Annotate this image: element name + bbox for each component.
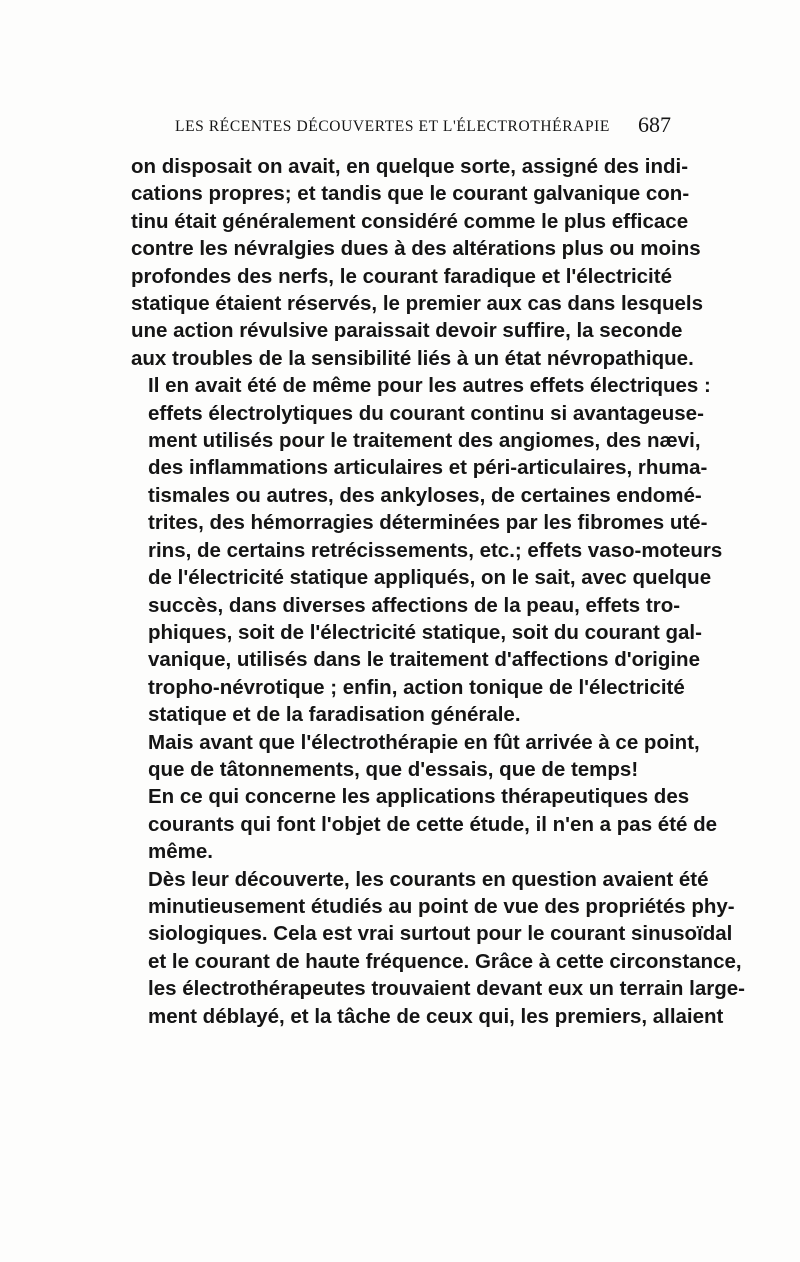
text-line: Dès leur découverte, les courants en question avaient été [148,867,709,891]
running-head [175,112,671,142]
text-line: statique étaient réservés, le premier aux cas dans lesquels [131,292,704,316]
paragraph [131,372,723,728]
text-line: statique et de la faradisation générale. [148,703,521,727]
text-line: des inflammations articulaires et péri-articulaires, rhuma- [148,456,708,480]
running-title: LES RÉCENTES DÉCOUVERTES ET L'ÉLECTROTHÉRAPIE [175,118,611,135]
text-line: En ce qui concerne les applications thérapeutiques des [148,785,690,809]
text-line: une action révulsive paraissait devoir suffire, la seconde [131,319,683,343]
body-text [131,153,745,1030]
text-line: les électrothérapeutes trouvaient devant eux un terrain large- [148,977,745,1001]
text-line: profondes des nerfs, le courant faradique et l'électricité [131,264,672,288]
text-line: effets électrolytiques du courant continu si avantageuse- [148,401,704,425]
text-line: aux troubles de la sensibilité liés à un état névropathique. [131,346,694,370]
paragraph [131,153,704,372]
text-line: ment utilisés pour le traitement des angiomes, des nævi, [148,429,701,453]
text-line: vanique, utilisés dans le traitement d'affections d'origine [148,648,700,672]
text-line: de l'électricité statique appliqués, on le sait, avec quelque [148,566,712,590]
text-line: siologiques. Cela est vrai surtout pour le courant sinusoïdal [148,922,733,946]
text-line: rins, de certains retrécissements, etc.; effets vaso-moteurs [148,538,723,562]
text-line: phiques, soit de l'électricité statique, soit du courant gal- [148,620,702,644]
text-line: tinu était généralement considéré comme le plus efficace [131,209,689,233]
text-line: minutieusement étudiés au point de vue des propriétés phy- [148,894,735,918]
text-line: que de tâtonnements, que d'essais, que de temps! [148,757,639,781]
text-line: Il en avait été de même pour les autres effets électriques : [148,374,711,398]
text-line: courants qui font l'objet de cette étude, il n'en a pas été de [148,812,718,836]
text-line: Mais avant que l'électrothérapie en fût arrivée à ce point, [148,730,700,754]
page-number: 687 [638,112,671,137]
text-line: tropho-névrotique ; enfin, action tonique de l'électricité [148,675,685,699]
text-line: on disposait on avait, en quelque sorte, assigné des indi- [131,155,689,178]
paragraph [131,729,700,784]
text-line: succès, dans diverses affections de la peau, effets tro- [148,593,681,617]
text-line: ment déblayé, et la tâche de ceux qui, les premiers, allaient [148,1004,724,1028]
text-line: contre les névralgies dues à des altérations plus ou moins [131,237,701,261]
text-line: tismales ou autres, des ankyloses, de certaines endomé- [148,483,702,507]
paragraph [131,783,718,865]
text-line: trites, des hémorragies déterminées par les fibromes uté- [148,511,708,535]
paragraph [131,866,745,1030]
text-line: même. [148,840,213,864]
text-line: et le courant de haute fréquence. Grâce à cette circonstance, [148,949,742,973]
text-line: cations propres; et tandis que le courant galvanique con- [131,182,690,206]
